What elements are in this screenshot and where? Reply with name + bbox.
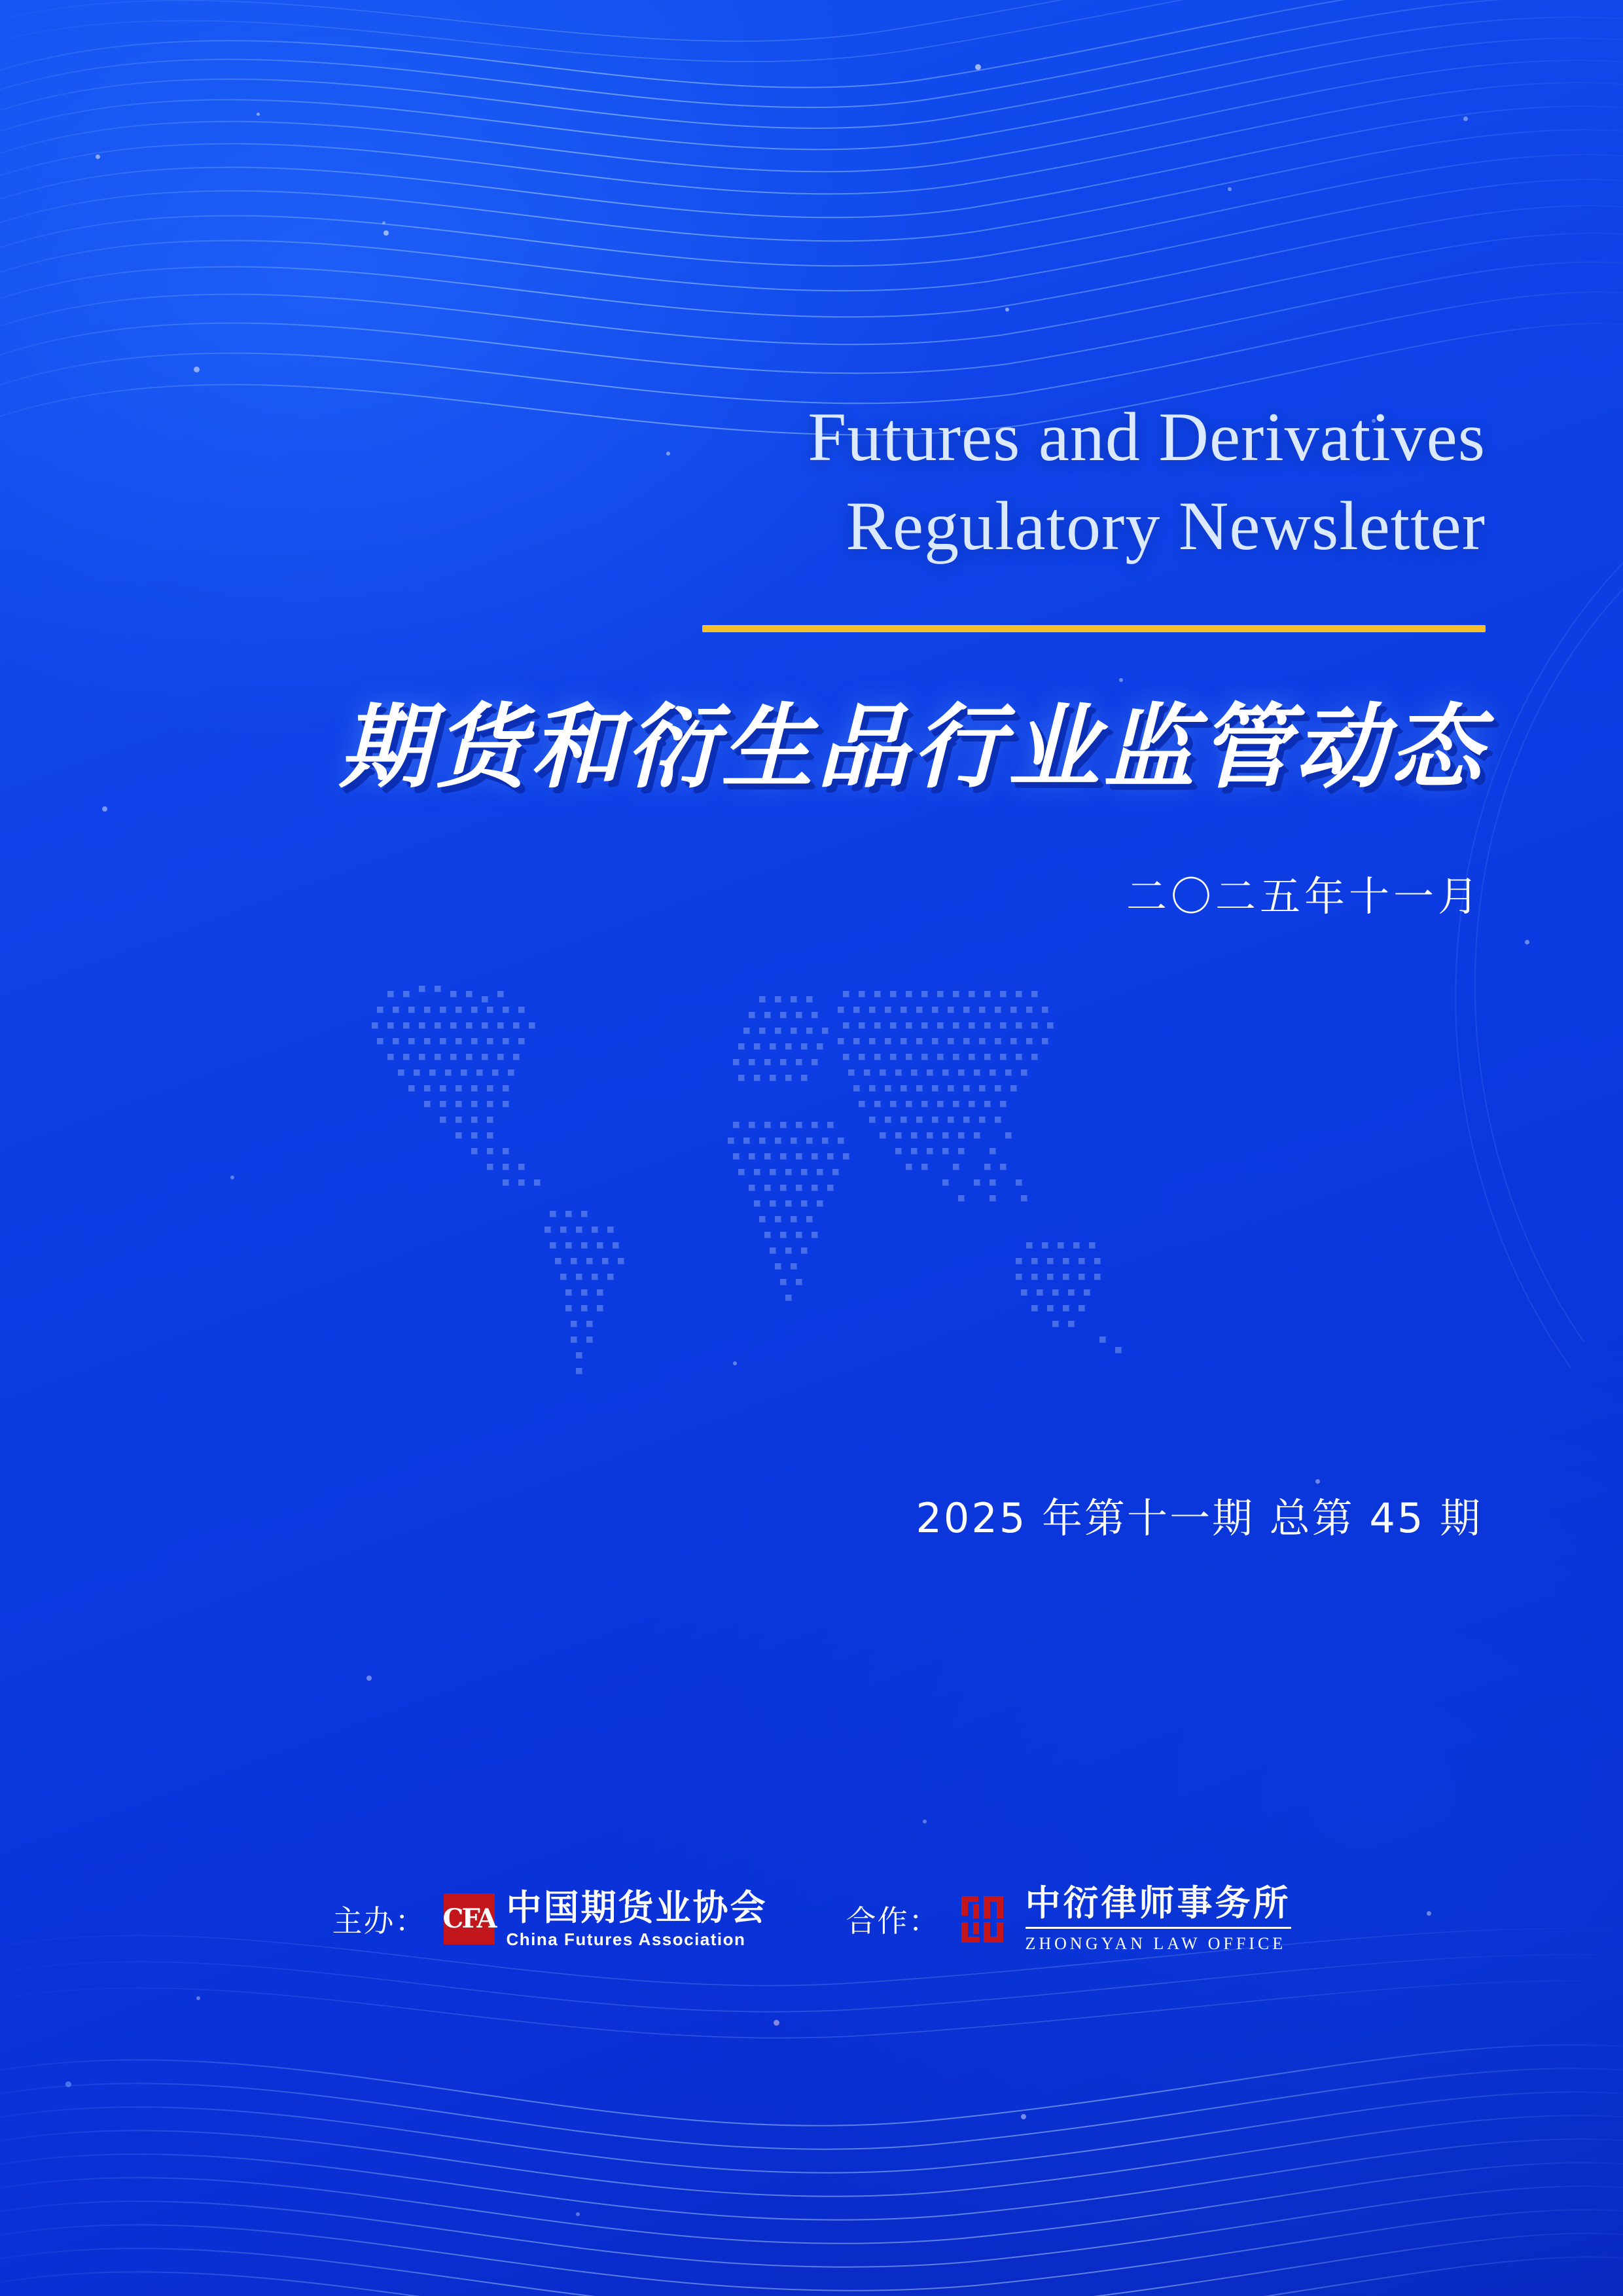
china-futures-association-logo (442, 1886, 768, 1949)
zhongyan-seal-icon (957, 1891, 1014, 1947)
gold-divider-rule (702, 625, 1486, 632)
partner-label: 合作： (846, 1903, 940, 1939)
issue-number-line: 2025 年第十一期 总第 45 期 (916, 1494, 1482, 1542)
zhongyan-rule (1026, 1927, 1291, 1929)
zhongyan-name-english: ZHONGYAN LAW OFFICE (1025, 1934, 1287, 1953)
cfa-name-chinese: 中国期货业协会 (506, 1886, 768, 1928)
host-organization-block (332, 1886, 768, 1949)
page-title-english (0, 393, 1486, 570)
issue-date-chinese: 二〇二五年十一月 (1126, 872, 1482, 920)
partner-organization-block (846, 1882, 1291, 1953)
zhongyan-name-chinese: 中衍律师事务所 (1025, 1882, 1291, 1924)
footer-organizations (0, 1882, 1623, 1953)
title-english-line1: Futures and Derivatives (808, 399, 1486, 475)
title-english-line2: Regulatory Newsletter (846, 487, 1486, 564)
cfa-mark-icon: CFA (444, 1893, 495, 1945)
zhongyan-law-office-logo (957, 1882, 1291, 1953)
host-label: 主办： (332, 1903, 427, 1939)
cfa-name-english: China Futures Association (506, 1929, 746, 1949)
page-title-chinese: 期货和衍生品行业监管动态 (338, 694, 1486, 801)
